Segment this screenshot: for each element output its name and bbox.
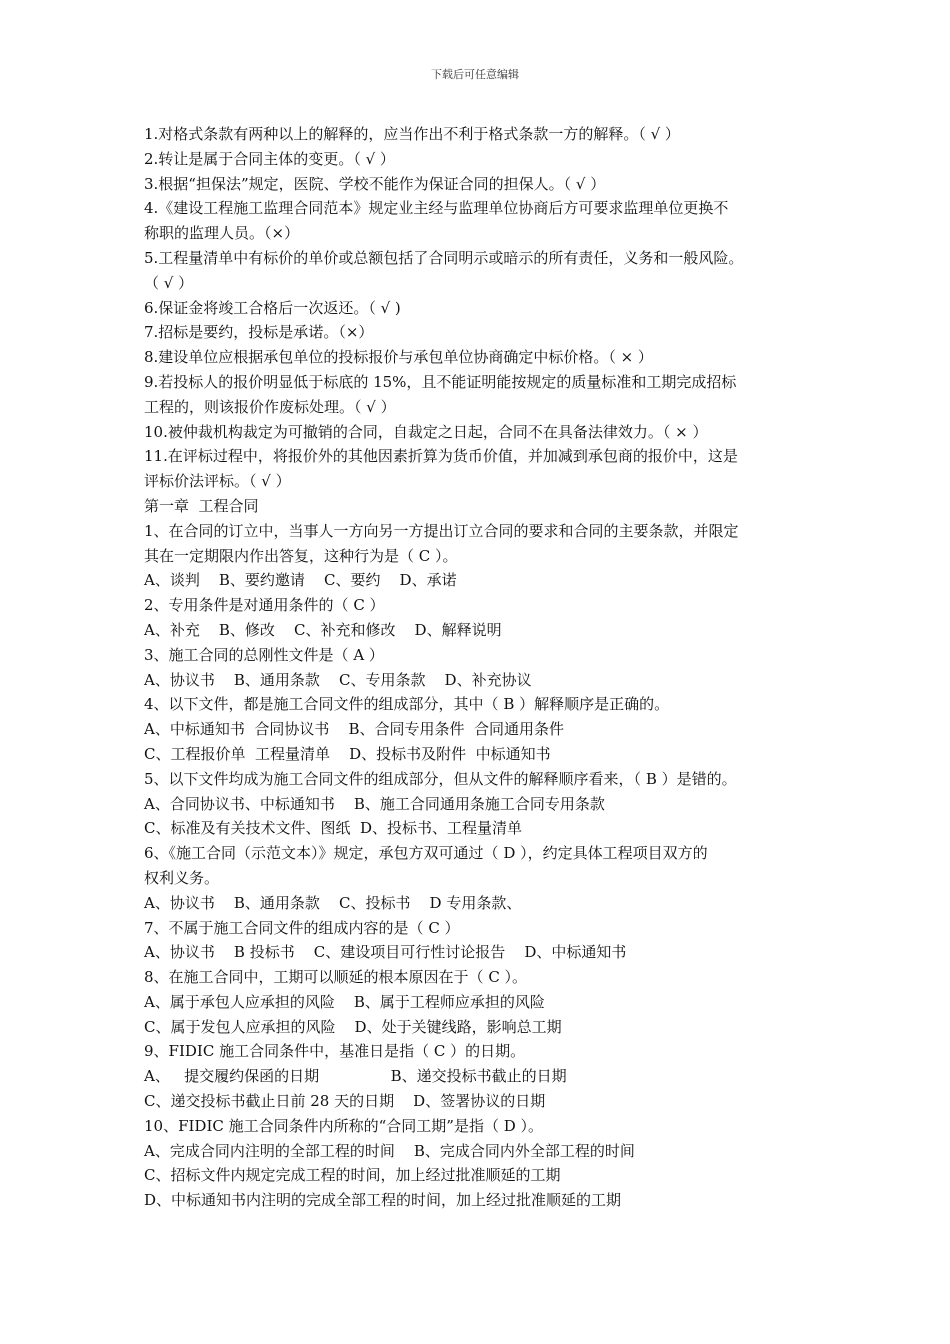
text-line: A、谈判 B、要约邀请 C、要约 D、承诺 — [144, 571, 457, 590]
text-line: 10.被仲裁机构裁定为可撤销的合同，自裁定之日起，合同不在具备法律效力。（ × ） — [144, 422, 708, 441]
text-line: 5、以下文件均成为施工合同文件的组成部分，但从文件的解释顺序看来，（ B ）是错的。 — [144, 769, 737, 788]
text-line: 7.招标是要约，投标是承诺。（×） — [144, 323, 374, 342]
text-line: 2、专用条件是对通用条件的（ C ） — [144, 596, 385, 615]
text-line: 8、在施工合同中，工期可以顺延的根本原因在于（ C ）。 — [144, 968, 528, 987]
text-line: （ √ ） — [144, 273, 194, 292]
text-line: 11.在评标过程中，将报价外的其他因素折算为货币价值，并加减到承包商的报价中，这是 — [144, 447, 738, 466]
text-line: 7、不属于施工合同文件的组成内容的是（ C ） — [144, 918, 460, 937]
text-line: C、工程报价单 工程量清单 D、投标书及附件 中标通知书 — [144, 744, 551, 763]
text-line: A、补充 B、修改 C、补充和修改 D、解释说明 — [144, 620, 502, 639]
text-line: 9、FIDIC 施工合同条件中，基准日是指（ C ）的日期。 — [144, 1042, 526, 1061]
document-body — [144, 122, 824, 1213]
text-line: 4、以下文件，都是施工合同文件的组成部分，其中（ B ）解释顺序是正确的。 — [144, 695, 670, 714]
text-line: 1.对格式条款有两种以上的解释的，应当作出不利于格式条款一方的解释。（ √ ） — [144, 125, 680, 143]
text-line: 权利义务。 — [144, 868, 220, 887]
text-line: 3、施工合同的总刚性文件是（ A ） — [144, 645, 384, 664]
text-line: 4.《建设工程施工监理合同范本》规定业主经与监理单位协商后方可要求监理单位更换不 — [144, 199, 729, 218]
text-line: 称职的监理人员。（×） — [144, 224, 300, 243]
text-line: A、协议书 B、通用条款 C、投标书 D 专用条款、 — [144, 893, 522, 912]
text-line: C、标准及有关技术文件、图纸 D、投标书、工程量清单 — [144, 819, 523, 838]
text-line: A、属于承包人应承担的风险 B、属于工程师应承担的风险 — [144, 992, 545, 1011]
text-line: 8.建设单位应根据承包单位的投标报价与承包单位协商确定中标价格。（ × ） — [144, 348, 653, 367]
text-line: C、招标文件内规定完成工程的时间，加上经过批准顺延的工期 — [144, 1166, 561, 1185]
text-line: 1、在合同的订立中，当事人一方向另一方提出订立合同的要求和合同的主要条款，并限定 — [144, 521, 739, 540]
page-header: 下载后可任意编辑 — [431, 68, 519, 81]
text-line: C、属于发包人应承担的风险 D、处于关键线路，影响总工期 — [144, 1017, 562, 1036]
text-line: A、 提交履约保函的日期 B、递交投标书截止的日期 — [144, 1067, 567, 1086]
text-line: 5.工程量清单中有标价的单价或总额包括了合同明示或暗示的所有责任，义务和一般风险。 — [144, 248, 744, 267]
text-line: 评标价法评标。（ √ ） — [144, 472, 291, 491]
text-line: A、协议书 B、通用条款 C、专用条款 D、补充协议 — [144, 670, 532, 689]
text-line: 9.若投标人的报价明显低于标底的 15%，且不能证明能按规定的质量标准和工期完成招标 — [144, 372, 737, 391]
text-line: C、递交投标书截止日前 28 天的日期 D、签署协议的日期 — [144, 1092, 546, 1111]
text-line: 10、FIDIC 施工合同条件内所称的“合同工期”是指（ D ）。 — [144, 1116, 544, 1135]
text-line: 6.保证金将竣工合格后一次返还。（ √ ) — [144, 298, 401, 317]
text-line: D、中标通知书内注明的完成全部工程的时间，加上经过批准顺延的工期 — [144, 1191, 622, 1210]
text-line: 3.根据“担保法”规定，医院、学校不能作为保证合同的担保人。（ √ ） — [144, 174, 606, 193]
text-line: 其在一定期限内作出答复，这种行为是（ C ）。 — [144, 546, 458, 565]
text-line: 2.转让是属于合同主体的变更。（ √ ） — [144, 149, 395, 168]
text-line: 工程的，则该报价作废标处理。（ √ ） — [144, 397, 396, 416]
text-line: A、完成合同内注明的全部工程的时间 B、完成合同内外全部工程的时间 — [144, 1141, 635, 1160]
text-line: A、协议书 B 投标书 C、建设项目可行性讨论报告 D、中标通知书 — [144, 943, 627, 962]
text-line: A、合同协议书、中标通知书 B、施工合同通用条施工合同专用条款 — [144, 794, 605, 813]
text-line: A、中标通知书 合同协议书 B、合同专用条件 合同通用条件 — [144, 720, 565, 739]
text-line: 6、《施工合同（示范文本）》规定，承包方双可通过（ D ），约定具体工程项目双方的 — [144, 844, 708, 863]
text-line: 第一章 工程合同 — [144, 496, 259, 515]
